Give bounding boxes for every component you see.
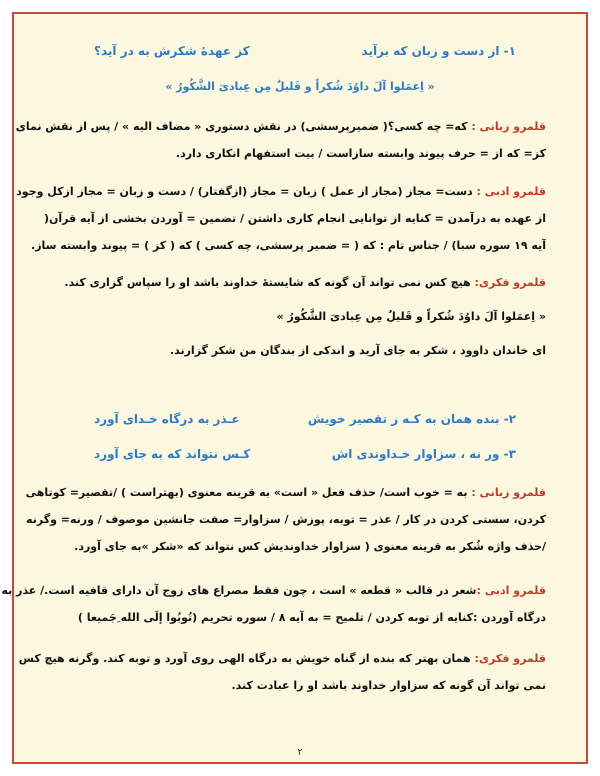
- s2-literary-line-2: درگاه آوردن :کنایه از توبه کردن / تلمیح = به آیه ۸ / سوره تحریم (تُوبُوا إلَی الله ِجَمیعا ): [77, 611, 546, 624]
- text: هیچ کس نمی تواند آن گونه که شایستهٔ خداوند باشد او را سپاس گزاری کند.: [64, 276, 471, 289]
- label-intellectual: قلمرو فکری:: [474, 276, 546, 289]
- quote-text: « اِعمَلوا آلَ داوُدَ شُکراً و قَلیلٌ مِن عِبادیَ الشَّکُورُ »: [165, 80, 435, 93]
- s1-literary-line-1: [16, 185, 546, 198]
- text: شعر در قالب « قطعه » است ، چون فقط مصراع های زوج آن دارای قافیه است./ عذر به: [1, 584, 477, 597]
- verse-2-right: ۲- بنده همان به کـه ز تقصیر خویش: [307, 412, 516, 426]
- s2-linguistic-line-2: کردن، سستی کردن در کار / عذر = توبه، پوزش / سزاوار= صفت جانشین موصوف / ورنه= وگرنه: [26, 513, 546, 526]
- label-literary: قلمرو ادبی :: [476, 584, 546, 597]
- s1-quote-repeat: « اِعمَلوا آلَ داوُدَ شُکراً و قَلیلٌ مِن عِبادیَ الشَّکُورُ »: [276, 310, 546, 323]
- label-linguistic: قلمرو زبانی :: [471, 486, 546, 499]
- text: همان بهتر که بنده از گناه خویش به درگاه الهی روی آورد و توبه کند. وگرنه هیچ کس: [18, 652, 471, 665]
- s1-literary-line-2: از عهده به درآمدن = کنایه از توانایی انجام کاری داشتن / تضمین = آوردن بخشی از آیه قرآن(: [43, 212, 546, 225]
- verse-1-left: کز عهدهٔ شکرش به در آید؟: [94, 44, 250, 58]
- s2-linguistic-line-3: /حذف واژه شُکر به قرینه معنوی ( سزاوار خداوندیش کس نتواند که «شکر »به جای آورد.: [74, 540, 546, 553]
- s2-intellectual-line-2: نمی تواند آن گونه که سزاوار خداوند باشد او را عبادت کند.: [231, 679, 546, 692]
- s1-linguistic-line-2: کز= که از = حرف پیوند وابسته سازاست / بیت استفهام انکاری دارد.: [175, 147, 546, 160]
- verse-2-left: عـذر به درگاه خـدای آورد: [94, 412, 240, 426]
- s1-intellectual: [54, 276, 546, 289]
- label-intellectual: قلمرو فکری:: [474, 652, 546, 665]
- verse-3-left: کـس نتواند که به جای آورد: [94, 447, 251, 461]
- s2-intellectual-line-1: [18, 652, 546, 665]
- text: به = خوب است/ حذف فعل « است» به قرینه معنوی (بهتراست ) /تقصیر= کوتاهی: [25, 486, 468, 499]
- s2-literary-line-1: [1, 584, 546, 597]
- verse-1-right: ۱- از دست و زبان که برآید: [361, 44, 516, 58]
- label-literary: قلمرو ادبی :: [476, 185, 546, 198]
- quran-quote: [54, 80, 546, 93]
- s1-linguistic-line-1: [15, 120, 546, 133]
- text: که= چه کسی؟( ضمیرپرسشی) در نقش دستوری « مضاف الیه » / پس از نقش نمای: [15, 120, 468, 133]
- page-frame: [1, 12, 588, 764]
- s1-literary-line-3: آیه ۱۹ سوره سبا) / جناس تام : که ( = ضمیر پرسشی، چه کسی ) که ( کز ) = پیوند وابسته ساز.: [31, 239, 546, 252]
- text: دست= مجاز (مجاز از عمل ) زبان = مجاز (ازگفتار) / دست و زبان = مجاز ازکل وجود: [16, 185, 473, 198]
- s2-linguistic-line-1: [25, 486, 546, 499]
- s1-translation: ای خاندان داوود ، شکر به جای آرید و اندکی از بندگان من شکر گزارند.: [169, 344, 546, 357]
- verse-3-right: ۳- ور نه ، سزاوار خـداوندی اش: [331, 447, 516, 461]
- page-number: ۲: [297, 747, 303, 758]
- label-linguistic: قلمرو زبانی :: [471, 120, 546, 133]
